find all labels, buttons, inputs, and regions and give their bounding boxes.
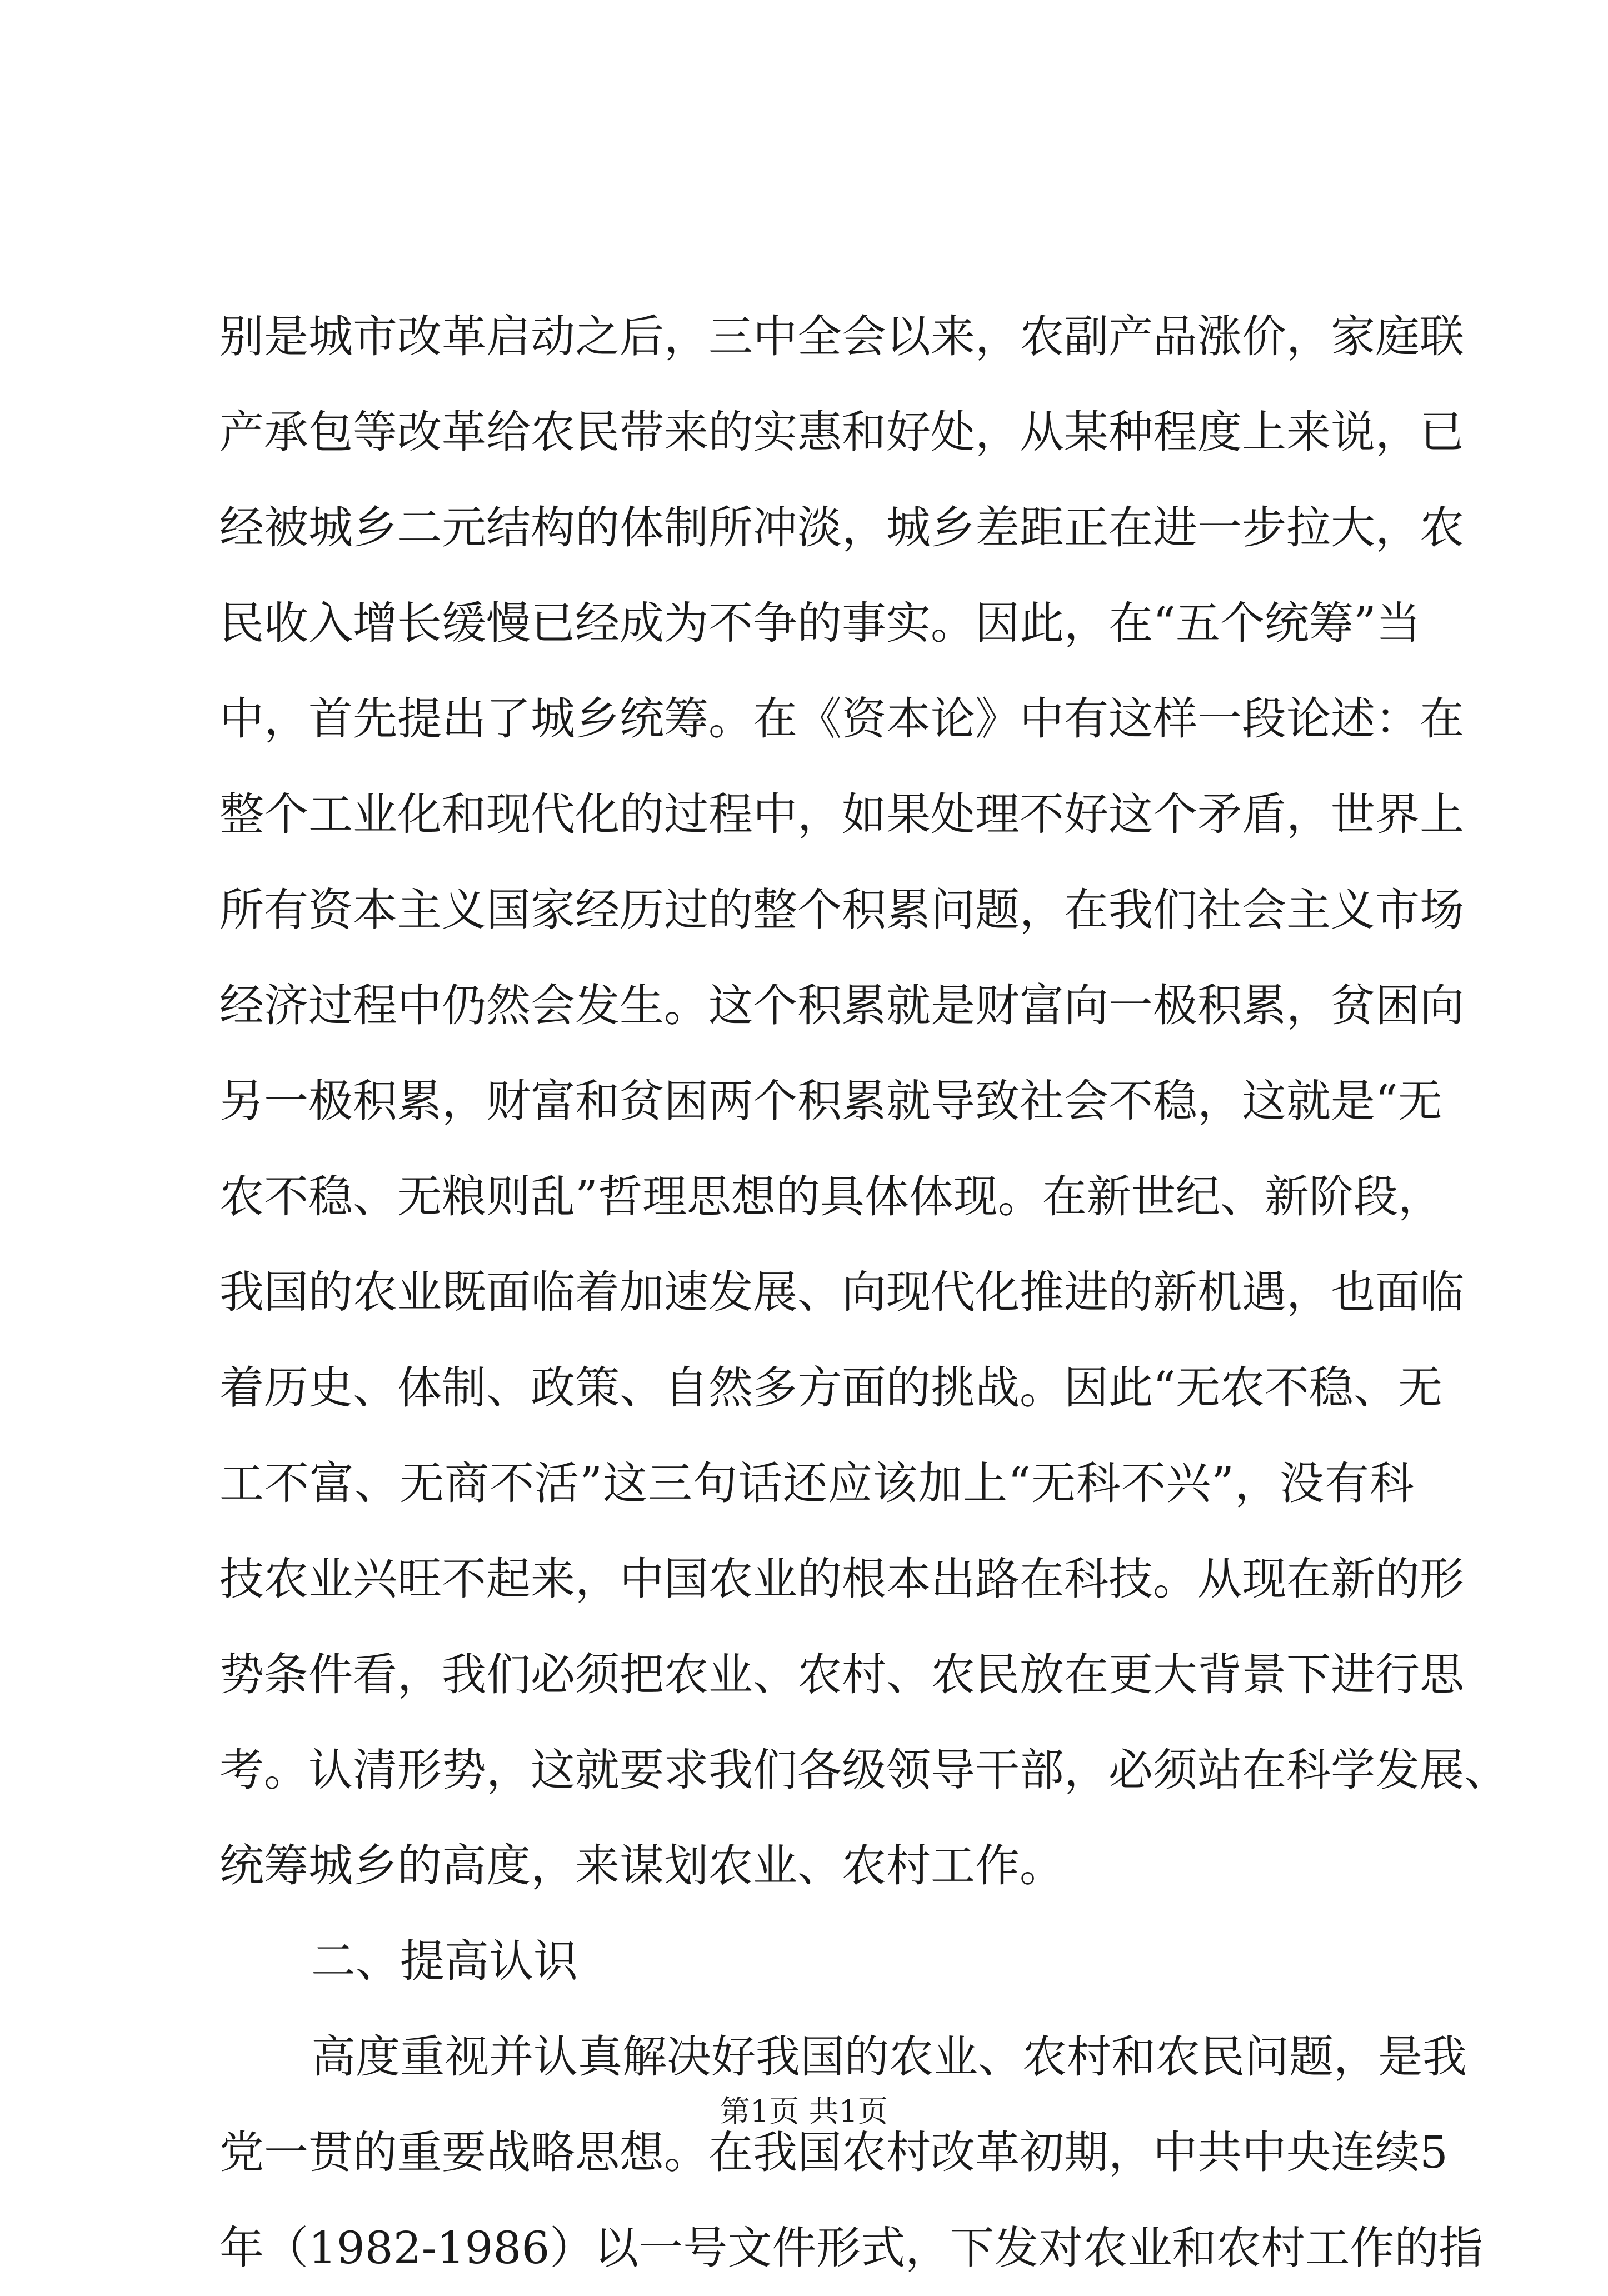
text-line: 别是城市改革启动之后，三中全会以来，农副产品涨价，家庭联: [219, 311, 1464, 362]
document-body: [219, 289, 1509, 2296]
text-line: 我国的农业既面临着加速发展、向现代化推进的新机遇，也面临: [219, 1266, 1464, 1318]
text-line: 民收入增长缓慢已经成为不争的事实。因此，在“五个统筹”当: [219, 597, 1421, 649]
text-line: 高度重视并认真解决好我国的农业、农村和农民问题，是我: [311, 2031, 1467, 2083]
text-line: 产承包等改革给农民带来的实惠和好处，从某种程度上来说，已: [219, 406, 1464, 458]
text-line: 年（1982-1986）以一号文件形式，下发对农业和农村工作的指: [219, 2222, 1484, 2274]
text-line: 考。认清形势，这就要求我们各级领导干部，必须站在科学发展、: [219, 1744, 1509, 1796]
text-line: 势条件看，我们必须把农业、农村、农民放在更大背景下进行思: [219, 1649, 1464, 1700]
text-line: 着历史、体制、政策、自然多方面的挑战。因此“无农不稳、无: [219, 1362, 1442, 1414]
page-number-footer: 第1页 共1页: [720, 2094, 888, 2129]
text-line: 统筹城乡的高度，来谋划农业、农村工作。: [219, 1840, 1064, 1891]
text-line: 所有资本主义国家经历过的整个积累问题，在我们社会主义市场: [219, 884, 1464, 936]
text-line: 技农业兴旺不起来，中国农业的根本出路在科技。从现在新的形: [219, 1553, 1464, 1605]
text-line: 经被城乡二元结构的体制所冲淡，城乡差距正在进一步拉大，农: [219, 502, 1464, 553]
text-line: 党一贯的重要战略思想。在我国农村改革初期，中共中央连续5: [219, 2127, 1448, 2178]
section-heading: 二、提高认识: [311, 1935, 578, 1987]
text-line: 另一极积累，财富和贫困两个积累就导致社会不稳，这就是“无: [219, 1075, 1442, 1127]
text-line: 经济过程中仍然会发生。这个积累就是财富向一极积累，贫困向: [219, 980, 1464, 1031]
text-line: 工不富、无商不活”这三句话还应该加上“无科不兴”，没有科: [219, 1458, 1414, 1509]
text-line: 农不稳、无粮则乱”哲理思想的具体体现。在新世纪、新阶段，: [219, 1171, 1442, 1222]
text-line: 整个工业化和现代化的过程中，如果处理不好这个矛盾，世界上: [219, 788, 1464, 840]
text-line: 中，首先提出了城乡统筹。在《资本论》中有这样一段论述：在: [219, 693, 1464, 745]
